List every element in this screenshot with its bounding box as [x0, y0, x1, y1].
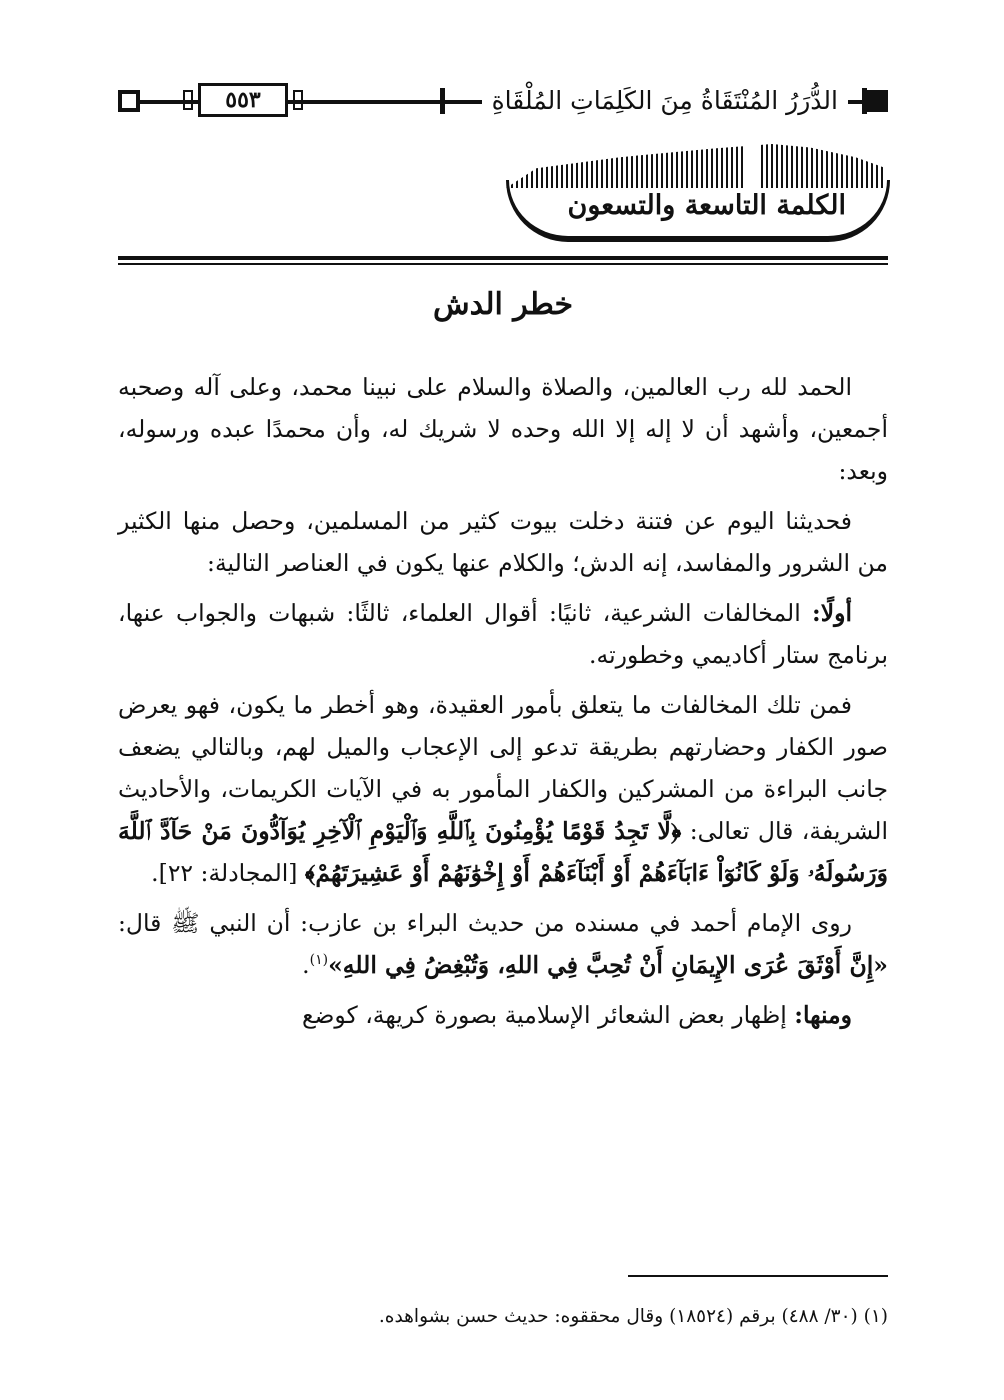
quran-verse: ﴿لَّا تَجِدُ قَوْمًا يُؤْمِنُونَ بِٱللَّهِ وَٱلْيَوْمِ ٱلْآخِرِ يُوَآدُّونَ مَنْ حَآدَّ ٱللَّهَ وَرَسُولَهُۥ وَلَوْ كَانُوٓاْ ءَابَآءَهُمْ أَوْ أَبْنَآءَهُمْ أَوْ إِخْوَٰنَهُمْ أَوْ عَشِيرَتَهُمْ﴾ — [118, 817, 888, 887]
footnote-marker: (١) — [309, 952, 329, 969]
paragraph-elements-lead: أولًا: — [812, 599, 852, 627]
header-square-outline-icon — [118, 90, 140, 112]
body-text — [118, 366, 888, 1044]
header-divider-bar — [440, 88, 445, 114]
page-number: ٥٥٣ — [225, 87, 261, 113]
header-rule-thick — [118, 256, 888, 260]
paragraph-hadith-text: روى الإمام أحمد في مسنده من حديث البراء بن عازب: أن النبي ﷺ قال: — [118, 909, 852, 937]
paragraph-elements-text: المخالفات الشرعية، ثانيًا: أقوال العلماء، ثالثًا: شبهات والجواب عنها، برنامج ستار أكاديمي وخطورته. — [118, 599, 888, 669]
paragraph-intro: فحديثنا اليوم عن فتنة دخلت بيوت كثير من المسلمين، وحصل منها الكثير من الشرور والمفاسد، إنه الدش؛ والكلام عنها يكون في العناصر التالية: — [118, 507, 888, 577]
paragraph-rituals-lead: ومنها: — [794, 1001, 852, 1029]
verse-reference: [المجادلة: ٢٢]. — [151, 859, 305, 887]
footnote: (١) (٣٠/ ٤٨٨) برقم (١٨٥٢٤) وقال محققوه: حديث حسن بشواهده. — [378, 1306, 888, 1327]
paragraph-rituals — [118, 994, 888, 1036]
paragraph-hadith-end: . — [302, 951, 310, 979]
footnote-rule — [628, 1275, 888, 1277]
paragraph-hadith — [118, 902, 888, 986]
paragraph-rituals-text: إظهار بعض الشعائر الإسلامية بصورة كريهة، كوضع — [301, 1001, 795, 1029]
paragraph-creed — [118, 684, 888, 894]
running-header — [118, 82, 888, 122]
page-title: خطر الدش — [433, 287, 573, 322]
paragraph-elements — [118, 592, 888, 676]
header-square-filled-icon — [866, 90, 888, 112]
chapter-badge — [500, 144, 890, 246]
hadith-quote: «إِنَّ أَوْثَقَ عُرَى الإِيمَانِ أَنْ تُحِبَّ فِي اللهِ، وَتُبْغِضُ فِي اللهِ» — [328, 951, 888, 979]
page-number-box — [198, 83, 288, 117]
paragraph-creed-text: فمن تلك المخالفات ما يتعلق بأمور العقيدة، وهو أخطر ما يكون، فهو يعرض صور الكفار وحضارتهم بطريقة تدعو إلى الإعجاب والميل لهم، وبالتالي يضعف جانب البراءة من المشركين والكفار المأمور به في الآيات الكريمات، والأحاديث الشريفة، قال تعالى: — [118, 691, 888, 845]
header-rule-thin — [118, 263, 888, 265]
chapter-label: الكلمة التاسعة والتسعون — [567, 190, 846, 221]
paragraph-opening: الحمد لله رب العالمين، والصلاة والسلام على نبينا محمد، وعلى آله وصحبه أجمعين، وأشهد أن لا إله إلا الله وحده لا شريك له، وأن محمدًا عبده ورسوله، وبعد: — [118, 373, 888, 485]
running-title: الدُّرَرُ المُنْتَقَاةُ مِنَ الكَلِمَاتِ المُلْقَاةِ — [482, 82, 848, 120]
